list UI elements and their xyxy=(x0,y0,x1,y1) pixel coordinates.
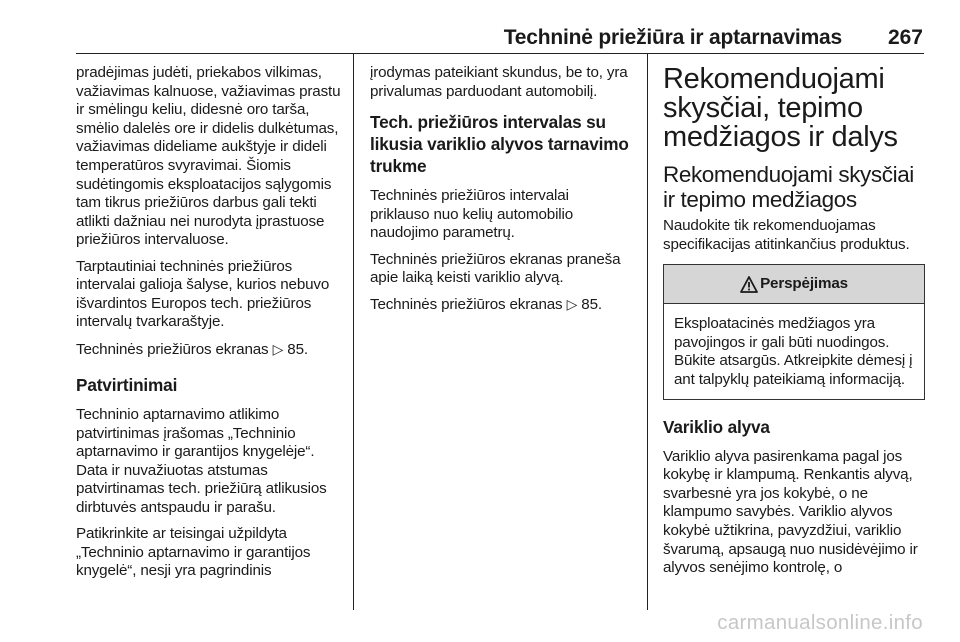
paragraph-engine-oil: Variklio alyva pasirenkama pagal jos kokybę ir klampumą. Renkantis alyvą, svarbesnė yra jos kokybė, o ne klampumo savybės. Variklio alyvos kokybė užtikrina, pavyzdžiui, variklio švarumą, apsaugą nuo nusidėvėjimo ir alyvos senėjimo kontrolę, o xyxy=(663,447,918,577)
page-reference-link[interactable]: 85. xyxy=(287,340,308,358)
warning-box xyxy=(663,264,925,399)
heading-confirmations: Patvirtinimai xyxy=(76,375,178,396)
page-reference-arrow-icon: ▷ xyxy=(566,296,578,313)
paragraph-confirmation: Techninio aptarnavimo atlikimo patvirtinimas įrašomas „Techninio aptarnavimo ir garantijos knygelėje“. Data ir nuvažiuotas atstumas patvirtinamas tech. priežiūrą atlikusios dirbtuvės antspaudu ir parašu. xyxy=(76,406,327,517)
paragraph-use-recommended: Naudokite tik rekomenduojamas specifikacijas atitinkančius produktus. xyxy=(663,217,910,253)
page-reference-arrow-icon: ▷ xyxy=(272,340,284,357)
column-left xyxy=(76,64,346,589)
paragraph-service-display-ref xyxy=(76,340,346,360)
column-right xyxy=(663,62,925,585)
page-reference-link[interactable]: 85. xyxy=(581,296,602,314)
ref-text: Techninės priežiūros ekranas xyxy=(370,296,567,314)
paragraph-proof: įrodymas pateikiant skundus, be to, yra privalumas parduodant automobilį. xyxy=(370,64,628,100)
paragraph-conditions: pradėjimas judėti, priekabos vilkimas, važiavimas kalnuose, važiavimas prastu ir smėlingu keliu, didesnė oro tarša, smėlio dalelės ore ir didelis dulkėtumas, važiavimas dideliame aukštyje ir dideli temperatūros svyravimai. Šiomis sudėtingomis eksploatacijos sąlygomis tam tikrus priežiūros darbus gali tekti atlikti dažniau nei nurodyta įprastuose priežiūros intervaluose. xyxy=(76,64,341,249)
page-number: 267 xyxy=(887,26,923,49)
section-subtitle: Rekomenduojami skysčiai ir tepimo medžiagos xyxy=(663,162,914,212)
warning-triangle-icon xyxy=(740,276,758,293)
warning-header xyxy=(664,265,924,304)
paragraph-service-display-ref-2 xyxy=(370,295,632,315)
paragraph-interval-depends: Techninės priežiūros intervalai priklauso nuo kelių automobilio naudojimo parametrų. xyxy=(370,187,574,242)
header-title: Techninė priežiūra ir aptarnavimas xyxy=(503,26,842,49)
warning-title: Perspėjimas xyxy=(760,274,848,292)
ref-text: Techninės priežiūros ekranas xyxy=(76,340,273,358)
heading-service-interval: Tech. priežiūros intervalas su likusia variklio alyvos tarnavimo trukme xyxy=(370,112,629,177)
header-rule xyxy=(76,53,924,54)
section-title: Rekomenduojami skysčiai, tepimo medžiagos ir dalys xyxy=(663,63,898,153)
page-header xyxy=(0,0,960,58)
paragraph-international: Tarptautiniai techninės priežiūros intervalai galioja šalyse, kurios nebuvo išvardintos Europos tech. priežiūros intervalų tvarkaraštyje. xyxy=(76,257,330,331)
column-divider-2 xyxy=(647,53,648,610)
heading-engine-oil: Variklio alyva xyxy=(663,416,770,437)
column-middle xyxy=(370,64,632,323)
paragraph-oil-change-notice: Techninės priežiūros ekranas praneša apie laiką keisti variklio alyvą. xyxy=(370,250,621,287)
warning-text: Eksploatacinės medžiagos yra pavojingos ir gali būti nuodingos. Būkite atsargūs. Atkreipkite dėmesį į ant talpyklų pateikiamą informaciją. xyxy=(674,315,913,388)
paragraph-check-booklet: Patikrinkite ar teisingai užpildyta „Techninio aptarnavimo ir garantijos knygelė“, nesji yra pagrindinis xyxy=(76,525,311,580)
column-divider-1 xyxy=(353,53,354,610)
warning-body xyxy=(664,304,924,398)
watermark: carmanualsonline.info xyxy=(717,611,923,634)
